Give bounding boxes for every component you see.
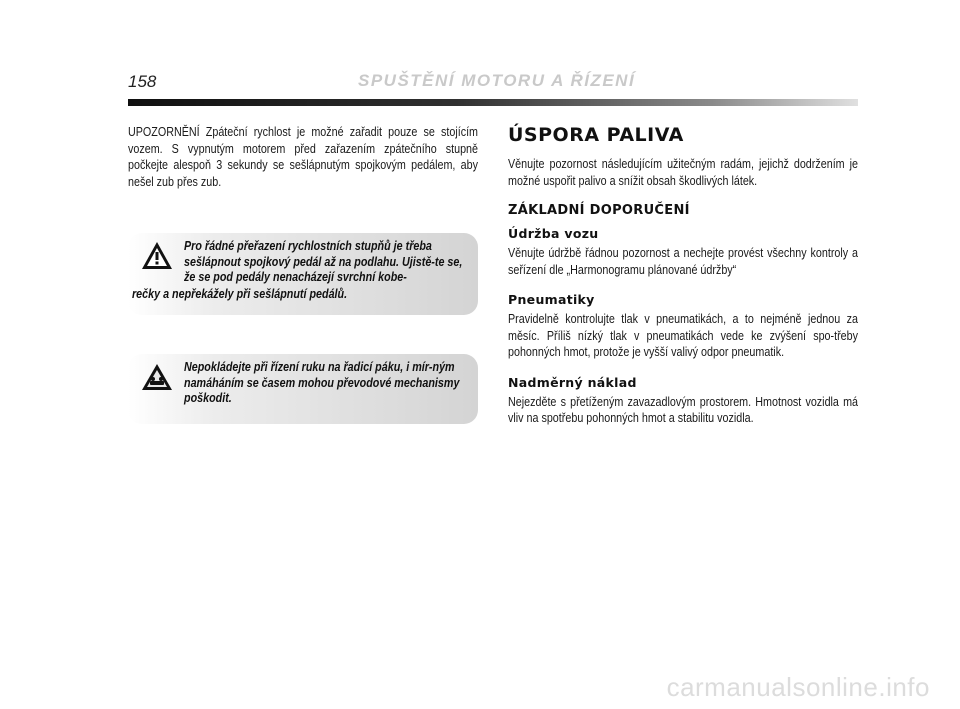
section-title-fuel-saving: ÚSPORA PALIVA <box>508 124 684 146</box>
text-excess-load: Nejezděte s přetíženým zavazadlovým prostorem. Hmotnost vozidla má vliv na spotřebu pohonných hmot a stabilitu vozidla. <box>508 394 859 425</box>
gearbox-warning-icon <box>140 360 174 394</box>
page-number: 158 <box>128 72 157 91</box>
heading-excess-load: Nadměrný náklad <box>508 374 637 390</box>
subtitle-basic-recommendations: ZÁKLADNÍ DOPORUČENÍ <box>508 203 690 218</box>
reverse-gear-note: UPOZORNĚNÍ Zpáteční rychlost je možné zařadit pouze se stojícím vozem. S vypnutým motorem před zařazením zpátečního stupně počkejte alespoň 3 sekundy se sešlápnutým spojkovým pedálem, aby nešel zub přes zub. <box>128 125 479 189</box>
warning-text-clutch-tail: rečky a nepřekážely při sešlápnutí pedálů. <box>132 287 348 301</box>
warning-box-clutch <box>128 233 478 315</box>
left-column <box>128 124 478 190</box>
right-column <box>508 124 858 427</box>
warning-text-gear-lever: Nepokládejte při řízení ruku na řadicí páku, i mír-ným namáháním se časem mohou převodové mechanismy poškodit. <box>184 360 460 405</box>
header-rule <box>128 99 858 106</box>
text-tyres: Pravidelně kontrolujte tlak v pneumatikách, a to nejméně jednou za měsíc. Příliš nízký tlak v pneumatikách vede ke zvýšení spo-třeby pohonných hmot, protože je vyšší valivý odpor pneumatik. <box>508 312 859 359</box>
heading-maintenance: Údržba vozu <box>508 226 599 241</box>
warning-text-clutch: Pro řádné přeřazení rychlostních stupňů je třeba sešlápnout spojkový pedál až na podlahu. Ujistě-te se, že se pod pedály nenacházejí svrchní kobe- <box>184 239 463 284</box>
watermark: carmanualsonline.info <box>666 672 930 702</box>
fuel-saving-intro: Věnujte pozornost následujícím užitečným radám, jejichž dodržením je možné uspořit palivo a snížit obsah škodlivých látek. <box>508 157 859 188</box>
chapter-title: SPUŠTĚNÍ MOTORU A ŘÍZENÍ <box>358 71 636 90</box>
warning-box-gear-lever <box>128 354 478 424</box>
warning-triangle-icon <box>140 239 174 273</box>
heading-tyres: Pneumatiky <box>508 292 595 307</box>
text-maintenance: Věnujte údržbě řádnou pozornost a nechejte provést všechny kontroly a seřízení dle „Harmonogramu plánované údržby“ <box>508 246 859 277</box>
